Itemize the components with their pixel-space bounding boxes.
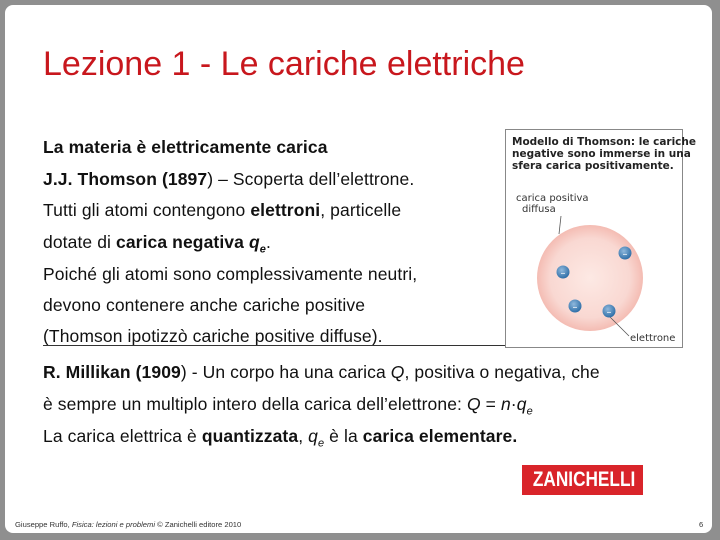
svg-text:–: – xyxy=(622,249,628,260)
slide xyxy=(5,5,712,533)
thomson-model-figure xyxy=(505,129,697,348)
line10-text: La carica elettrica è xyxy=(43,426,202,446)
formula-n: n xyxy=(500,394,511,414)
symbol-qe-q: q xyxy=(308,426,318,446)
caption-line-2: negative sono immerse in una xyxy=(512,148,691,160)
body-line-1: La materia è elettricamente carica xyxy=(43,137,328,157)
charge-pointer-line xyxy=(559,216,561,234)
body-line-9 xyxy=(43,394,533,418)
svg-text:–: – xyxy=(560,268,566,279)
positive-sphere xyxy=(537,225,643,331)
body-line-6: devono contenere anche cariche positive xyxy=(43,295,366,315)
millikan-name: R. Millikan (1909 xyxy=(43,362,181,382)
symbol-qe-e: e xyxy=(317,437,325,450)
thomson-atom-diagram xyxy=(506,130,682,347)
slide-title: Lezione 1 - Le cariche elettriche xyxy=(43,45,525,83)
line10-mid: è la xyxy=(324,426,363,446)
line8-text: ) - Un corpo ha una carica xyxy=(180,362,391,382)
formula-q: q xyxy=(516,394,527,414)
line10-comma: , xyxy=(298,426,309,446)
caption-line-3: sfera carica positivamente. xyxy=(512,160,674,172)
body-line-2 xyxy=(43,169,414,190)
footer-publisher: © Zanichelli editore 2010 xyxy=(155,520,242,529)
zanichelli-logo xyxy=(522,465,643,495)
line8-tail: , positiva o negativa, che xyxy=(404,362,600,382)
line4-text: dotate di xyxy=(43,232,116,252)
symbol-q: q xyxy=(248,232,260,252)
symbol-e: e xyxy=(259,243,266,256)
line3-tail: , particelle xyxy=(320,200,402,220)
thomson-name: J.J. Thomson (1897 xyxy=(43,169,208,189)
svg-text:–: – xyxy=(606,307,612,318)
quantizzata: quantizzata xyxy=(201,426,299,446)
line4-tail: . xyxy=(265,232,271,252)
formula-eq: = xyxy=(480,394,501,414)
body-line-5: Poiché gli atomi sono complessivamente neutri, xyxy=(43,264,418,284)
footer-author: Giuseppe Ruffo, xyxy=(15,520,72,529)
line3-text: Tutti gli atomi contengono xyxy=(43,200,251,220)
label-charge-line-2: diffusa xyxy=(522,204,556,215)
symbol-Q: Q xyxy=(390,362,405,382)
label-elettrone: elettrone xyxy=(630,333,676,344)
line3-bold: elettroni xyxy=(250,200,321,220)
footer-book: Fisica: lezioni e problemi xyxy=(71,520,156,529)
logo-text: ZANICHELLI xyxy=(532,468,636,491)
body-line-7: (Thomson ipotizzò cariche positive diffuse). xyxy=(43,326,383,346)
formula-e: e xyxy=(526,405,533,418)
line4-bold: carica negativa xyxy=(116,232,249,252)
caption-line-1: Modello di Thomson: le cariche xyxy=(512,136,697,148)
footer-credit xyxy=(15,520,241,529)
carica-elementare: carica elementare. xyxy=(362,426,518,446)
thomson-text: ) – Scoperta dell’elettrone. xyxy=(207,169,415,189)
body-line-4 xyxy=(43,232,271,256)
formula-Q: Q xyxy=(466,394,481,414)
body-line-10 xyxy=(43,426,517,450)
page-number: 6 xyxy=(699,520,704,529)
svg-text:–: – xyxy=(572,302,578,313)
body-line-8 xyxy=(43,362,600,383)
body-line-3 xyxy=(43,200,401,221)
line9-text: è sempre un multiplo intero della carica dell’elettrone: xyxy=(43,394,467,414)
formula-dot: · xyxy=(510,394,517,414)
label-charge-line-1: carica positiva xyxy=(516,193,589,204)
